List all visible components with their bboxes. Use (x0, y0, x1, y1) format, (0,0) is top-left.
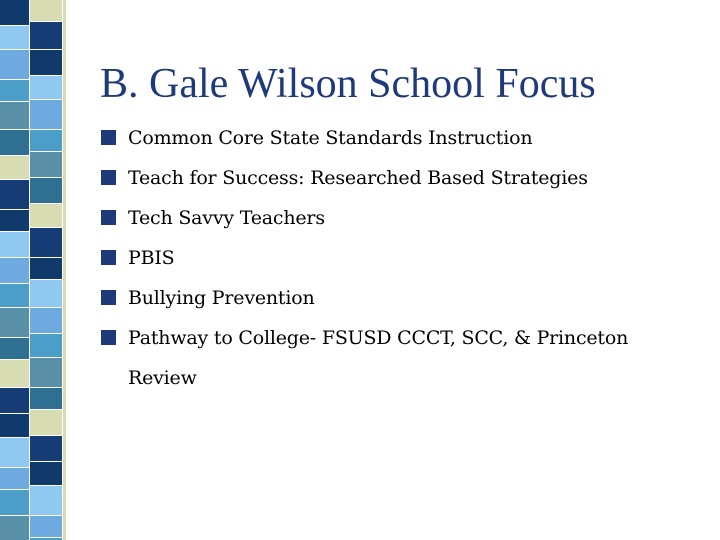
stripe-block (0, 438, 30, 468)
stripe-block (30, 486, 63, 516)
square-bullet-icon (101, 170, 116, 185)
stripe-block (0, 284, 30, 308)
stripe-block (0, 414, 30, 438)
stripe-block (30, 50, 63, 76)
stripe-block (0, 210, 30, 232)
stripe-block (0, 338, 30, 360)
stripe-block (0, 490, 30, 516)
stripe-block (0, 50, 30, 80)
square-bullet-icon (101, 290, 116, 305)
stripe-edge (63, 0, 66, 540)
stripe-block (30, 178, 63, 204)
bullet-text: Bullying Prevention (128, 287, 315, 309)
stripe-block (0, 232, 30, 258)
bullet-text: Tech Savvy Teachers (128, 207, 325, 229)
slide-title: B. Gale Wilson School Focus (100, 61, 596, 107)
stripe-block (30, 22, 63, 50)
square-bullet-icon (101, 250, 116, 265)
square-bullet-icon (101, 130, 116, 145)
bullet-text: Pathway to College- FSUSD CCCT, SCC, & Princeton Review (128, 327, 629, 389)
bullet-item (100, 198, 700, 238)
stripe-block (0, 26, 30, 50)
bullet-text: Teach for Success: Researched Based Strategies (128, 167, 588, 189)
stripe-block (0, 258, 30, 284)
stripe-block (30, 76, 63, 100)
bullet-text: Common Core State Standards Instruction (128, 127, 533, 149)
stripe-block (0, 516, 30, 540)
stripe-block (0, 180, 30, 210)
stripe-block (0, 388, 30, 414)
stripe-block (30, 410, 63, 436)
bullet-item (100, 318, 700, 398)
left-stripe-pattern (0, 0, 66, 540)
stripe-block (0, 360, 30, 388)
stripe-block (30, 0, 63, 22)
stripe-block (30, 358, 63, 388)
bullet-item (100, 118, 700, 158)
stripe-block (30, 152, 63, 178)
stripe-block (30, 308, 63, 334)
bullet-list (100, 118, 700, 398)
stripe-block (30, 204, 63, 228)
stripe-pattern-inner (0, 0, 66, 540)
bullet-item (100, 238, 700, 278)
stripe-block (30, 258, 63, 280)
square-bullet-icon (101, 330, 116, 345)
stripe-block (30, 100, 63, 130)
bullet-item (100, 158, 700, 198)
stripe-block (30, 280, 63, 308)
stripe-block (0, 80, 30, 102)
bullet-item (100, 278, 700, 318)
stripe-block (0, 0, 30, 26)
stripe-block (30, 388, 63, 410)
stripe-block (0, 156, 30, 180)
stripe-block (30, 462, 63, 486)
stripe-block (30, 516, 63, 538)
stripe-block (30, 228, 63, 258)
stripe-block (0, 102, 30, 130)
bullet-text: PBIS (128, 247, 175, 269)
stripe-block (30, 436, 63, 462)
stripe-block (30, 130, 63, 152)
stripe-block (0, 468, 30, 490)
stripe-block (0, 308, 30, 338)
square-bullet-icon (101, 210, 116, 225)
stripe-block (30, 334, 63, 358)
stripe-block (0, 130, 30, 156)
